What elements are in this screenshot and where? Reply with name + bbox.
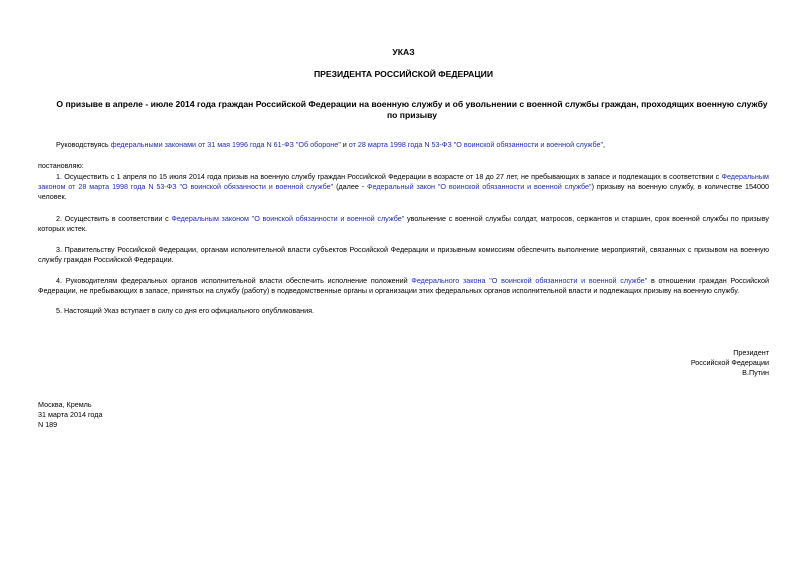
preamble-text-1: Руководствуясь xyxy=(56,140,111,149)
paragraph-2-text-1: 2. Осуществить в соответствии с xyxy=(56,214,172,223)
paragraph-1-text-1: 1. Осуществить с 1 апреля по 15 июля 2014 года призыв на военную службу граждан Российской Федерации в возрасте от 18 до 27 лет, не пребывающих в запасе и подлежащих в соответствии с xyxy=(56,172,722,181)
issuer-heading: ПРЕЗИДЕНТА РОССИЙСКОЙ ФЕДЕРАЦИИ xyxy=(313,69,494,79)
paragraph-2-link-law[interactable]: Федеральным законом "О воинской обязанности и военной службе" xyxy=(171,214,405,223)
paragraph-1-text-3: ) призыву на военную службу, в количестве 154000 человек. xyxy=(38,182,769,201)
preamble-link-law-53fz[interactable]: от 28 марта 1998 года N 53-ФЗ "О воинской обязанности и военной службе" xyxy=(348,140,604,149)
paragraph-1-link-law-short[interactable]: Федеральный закон "О воинской обязанности и военной службе" xyxy=(367,182,592,191)
preamble-paragraph xyxy=(38,140,769,150)
paragraph-2 xyxy=(38,214,769,234)
paragraph-3-text-1: 3. Правительству Российской Федерации, органам исполнительной власти субъектов Российской Федерации и призывным комиссиям обеспечить выполнение мероприятий, связанных с призывом на военную службу граждан Российской Федерации. xyxy=(38,245,769,264)
paragraph-5-text-1: 5. Настоящий Указ вступает в силу со дня его официального опубликования. xyxy=(56,306,315,315)
paragraph-5 xyxy=(38,306,769,316)
preamble-text-3: , xyxy=(603,140,606,149)
paragraph-2-text-2: увольнение с военной службы солдат, матросов, сержантов и старшин, срок военной службы по призыву которых истек. xyxy=(38,214,769,233)
signature-country: Российской Федерации xyxy=(690,358,769,367)
decree-word: постановляю: xyxy=(38,161,84,170)
paragraph-4 xyxy=(38,276,769,296)
paragraph-1-text-2: (далее - xyxy=(333,182,368,191)
paragraph-4-text-2: в отношении граждан Российской Федерации, не пребывающих в запасе, принятых на службу (работу) в подведомственные органы и организации этих федеральных органов исполнительной власти и подлежащих призыву на военную службу. xyxy=(38,276,769,295)
signing-place: Москва, Кремль xyxy=(38,400,92,409)
paragraph-1-link-law[interactable]: Федеральным законом от 28 марта 1998 года N 53-ФЗ "О воинской обязанности и военной службе" xyxy=(38,172,769,191)
paragraph-1 xyxy=(38,172,769,202)
signing-date: 31 марта 2014 года xyxy=(38,410,103,419)
signature-title: Президент xyxy=(733,348,769,357)
preamble-text-2: и xyxy=(340,140,349,149)
paragraph-3 xyxy=(38,245,769,265)
document-number: N 189 xyxy=(38,420,58,429)
paragraph-4-text-1: 4. Руководителям федеральных органов исполнительной власти обеспечить исполнение положений xyxy=(56,276,412,285)
document-type-heading: УКАЗ xyxy=(392,47,415,57)
signature-name: В.Путин xyxy=(742,368,769,377)
document-title: О призыве в апреле - июле 2014 года граждан Российской Федерации на военную службу и об увольнении с военной службы граждан, проходящих военную службу по призыву xyxy=(56,99,768,120)
paragraph-4-link-law[interactable]: Федерального закона "О воинской обязанности и военной службе" xyxy=(411,276,648,285)
preamble-link-law-61fz[interactable]: федеральными законами от 31 мая 1996 года N 61-ФЗ "Об обороне" xyxy=(110,140,341,149)
